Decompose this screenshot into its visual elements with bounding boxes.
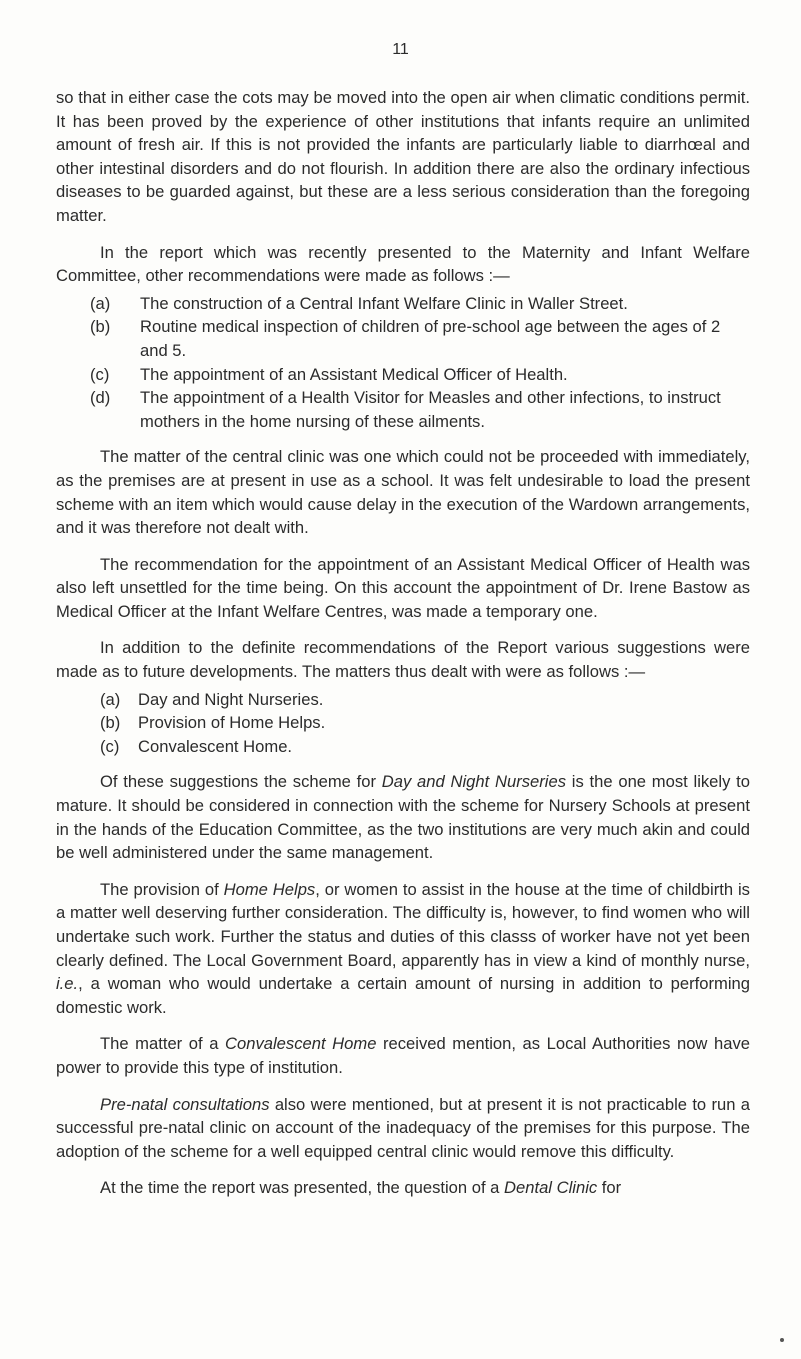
emphasis-text: i.e.: [56, 974, 79, 994]
text-run: At the time the report was presented, the question of a: [100, 1178, 505, 1198]
list-item: [100, 735, 750, 759]
emphasis-text: Home Helps: [223, 879, 316, 899]
text-run: , or women to assist in the house at the time of childbirth is a matter well deserving further consideration. The difficulty is, however, to find women who will undertake such work. Further the status and duties of this classs of worker have not yet been clearly defined. The Local Government Board, apparently has in view a kind of monthly nurse,: [56, 879, 750, 970]
emphasis-text: Convalescent Home: [225, 1034, 377, 1054]
text-run: Of these suggestions the scheme for: [100, 772, 382, 792]
list-marker: (a): [100, 689, 121, 709]
text-run: , a woman who would undertake a certain amount of nursing in addition to performing domestic work.: [56, 974, 750, 1017]
list-item: [90, 315, 750, 362]
list-marker: (b): [100, 713, 121, 733]
list-item-text: Day and Night Nurseries.: [138, 689, 324, 709]
paragraph-dental-clinic: [56, 1176, 750, 1200]
paragraph-pre-natal: [56, 1093, 750, 1164]
list-item-text: Convalescent Home.: [138, 736, 293, 756]
list-item-text: The appointment of an Assistant Medical Officer of Health.: [140, 364, 568, 384]
paragraph-convalescent-home: [56, 1032, 750, 1079]
emphasis-text: Dental Clinic: [504, 1178, 598, 1198]
list-item: [90, 363, 750, 387]
emphasis-text: Day and Night Nurseries: [381, 772, 566, 792]
paragraph-cots-fresh-air: so that in either case the cots may be moved into the open air when climatic conditions permit. It has been proved by the experience of other institutions that infants require an unlimited amount of fresh air. If this is not provided the infants are particularly liable to diarrhœal and other intestinal disorders and do not flourish. In addition there are also the ordinary infectious diseases to be guarded against, but these are a less serious consideration than the foregoing matter.: [56, 88, 750, 225]
list-item: [90, 386, 750, 433]
list-marker: (c): [100, 736, 120, 756]
list-item: [90, 292, 750, 316]
paragraph-home-helps: [56, 878, 750, 1020]
suggestions-list: [100, 688, 750, 759]
list-item-text: The appointment of a Health Visitor for Measles and other infections, to instruct mothers in the home nursing of these ailments.: [140, 388, 721, 431]
text-run: received mention, as Local Authorities now have power to provide this type of institution.: [56, 1034, 750, 1077]
text-run: The provision of: [100, 879, 224, 899]
list-marker: (c): [90, 364, 110, 384]
list-marker: (d): [90, 388, 111, 408]
list-item: [100, 711, 750, 735]
recommendations-list: [90, 292, 750, 434]
list-item-text: Provision of Home Helps.: [138, 713, 326, 733]
paragraph-assistant-medical-officer: The recommendation for the appointment of an Assistant Medical Officer of Health was also left unsettled for the time being. On this account the appointment of Dr. Irene Bastow as Medical Officer at the Infant Welfare Centres, was made a temporary one.: [56, 554, 750, 621]
text-run: also were mentioned, but at present it is not practicable to run a successful pre-natal clinic on account of the inadequacy of the premises for this purpose. The adoption of the scheme for a well equipped central clinic would remove this difficulty.: [56, 1094, 750, 1161]
text-run: for: [597, 1178, 622, 1198]
page-body: [56, 86, 750, 1200]
paragraph-report-recommendations: In the report which was recently presented to the Maternity and Infant Welfare Committee, other recommendations were made as follows :—: [56, 242, 750, 286]
list-marker: (a): [90, 293, 111, 313]
list-item: [100, 688, 750, 712]
emphasis-text: Pre-natal consultations: [100, 1094, 270, 1114]
paragraph-future-developments: In addition to the definite recommendations of the Report various suggestions were made as to future developments. The matters thus dealt with were as follows :—: [56, 638, 750, 682]
list-marker: (b): [90, 317, 111, 337]
print-speck: [780, 1338, 784, 1342]
text-run: The matter of a: [100, 1034, 226, 1054]
list-item-text: The construction of a Central Infant Welfare Clinic in Waller Street.: [140, 293, 628, 313]
paragraph-central-clinic: The matter of the central clinic was one which could not be proceeded with immediately, as the premises are at present in use as a school. It was felt undesirable to load the present scheme with an item which would cause delay in the execution of the Wardown arrangements, and it was therefore not dealt with.: [56, 447, 750, 538]
paragraph-day-night-nurseries: [56, 770, 750, 864]
page-number: 11: [392, 41, 409, 58]
text-run: is the one most likely to mature. It should be considered in connection with the scheme for Nursery Schools at present in the hands of the Education Committee, as the two institutions are very much akin and could be well administered under the same management.: [56, 772, 750, 863]
list-item-text: Routine medical inspection of children of pre-school age between the ages of 2 and 5.: [140, 317, 721, 360]
